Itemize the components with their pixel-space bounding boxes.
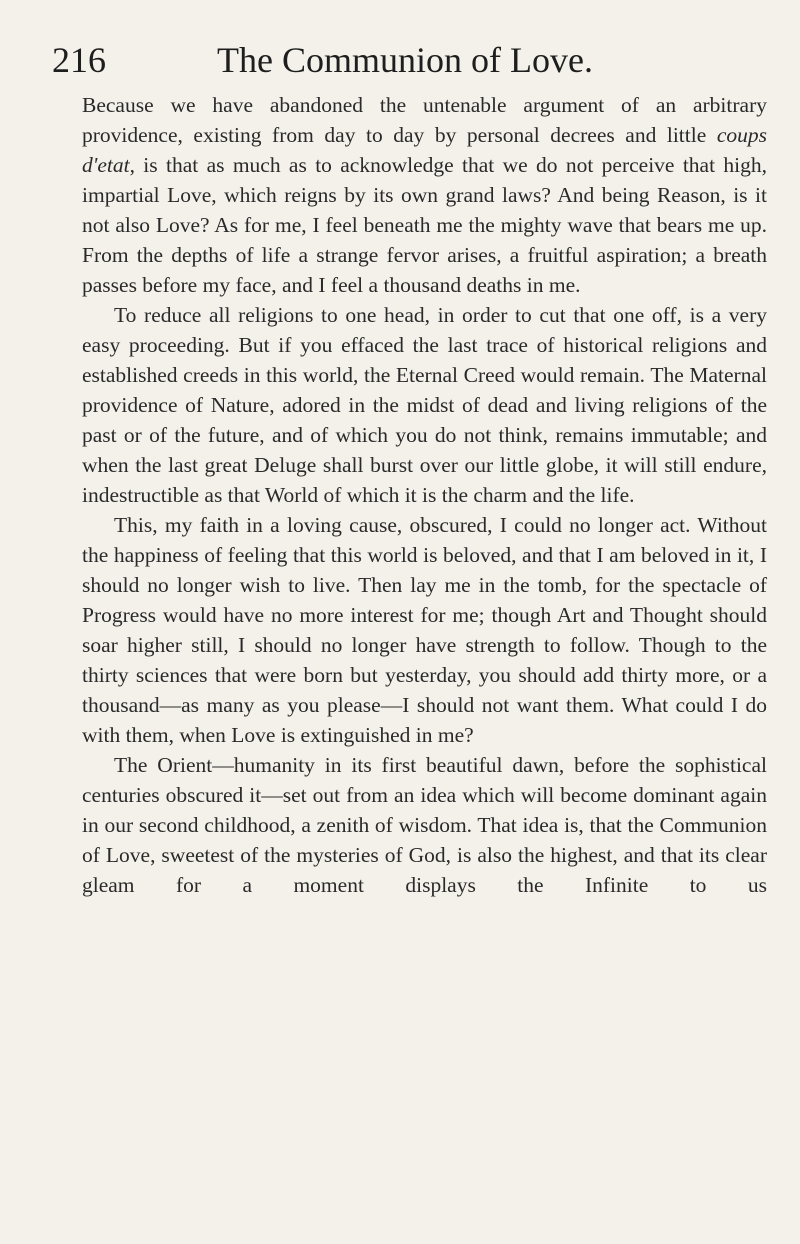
paragraph: This, my faith in a loving cause, obscured, I could no longer act. Without the happiness of feeling that this world is beloved, and that I am beloved in it, I should no longer wish to live. Then lay me in the tomb, for the spectacle of Progress would have no more interest for me; though Art and Thought should soar higher still, I should no longer have strength to follow. Though to the thirty sciences that were born but yesterday, you should add thirty more, or a thousand—as many as you please—I should not want them. What could I do with them, when Love is extinguished in me? <box>82 513 767 747</box>
paragraph: The Orient—humanity in its first beautiful dawn, before the sophistical centuries obscured it—set out from an idea which will become dominant again in our second childhood, a zenith of wisdom. That idea is, that the Communion of Love, sweetest of the mysteries of God, is also the highest, and that its clear gleam for a moment displays the Infinite to us <box>82 753 767 897</box>
paragraph-text: Because we have abandoned the untenable argument of an arbitrary providence, existing from day to day by personal decrees and little <box>82 93 767 147</box>
italic-phrase: coups d'etat <box>82 123 767 177</box>
paragraph: To reduce all religions to one head, in order to cut that one off, is a very easy proceeding. But if you effaced the last trace of historical religions and established creeds in this world, the Eternal Creed would remain. The Maternal providence of Nature, adored in the midst of dead and living religions of the past or of the future, and of which you do not think, remains immutable; and when the last great Deluge shall burst over our little globe, it will still endure, indestructible as that World of which it is the charm and the life. <box>82 303 767 507</box>
page-number: 216 <box>52 40 106 80</box>
paragraph-text: , is that as much as to acknowledge that we do not perceive that high, impartial Love, which reigns by its own grand laws? And being Reason, is it not also Love? As for me, I feel beneath me the mighty wave that bears me up. From the depths of life a strange fervor arises, a fruitful aspiration; a breath passes before my face, and I feel a thousand deaths in me. <box>82 153 767 297</box>
running-head <box>52 38 760 82</box>
paragraph <box>82 90 767 300</box>
body-text <box>82 90 767 900</box>
running-title: The Communion of Love. <box>217 40 593 80</box>
